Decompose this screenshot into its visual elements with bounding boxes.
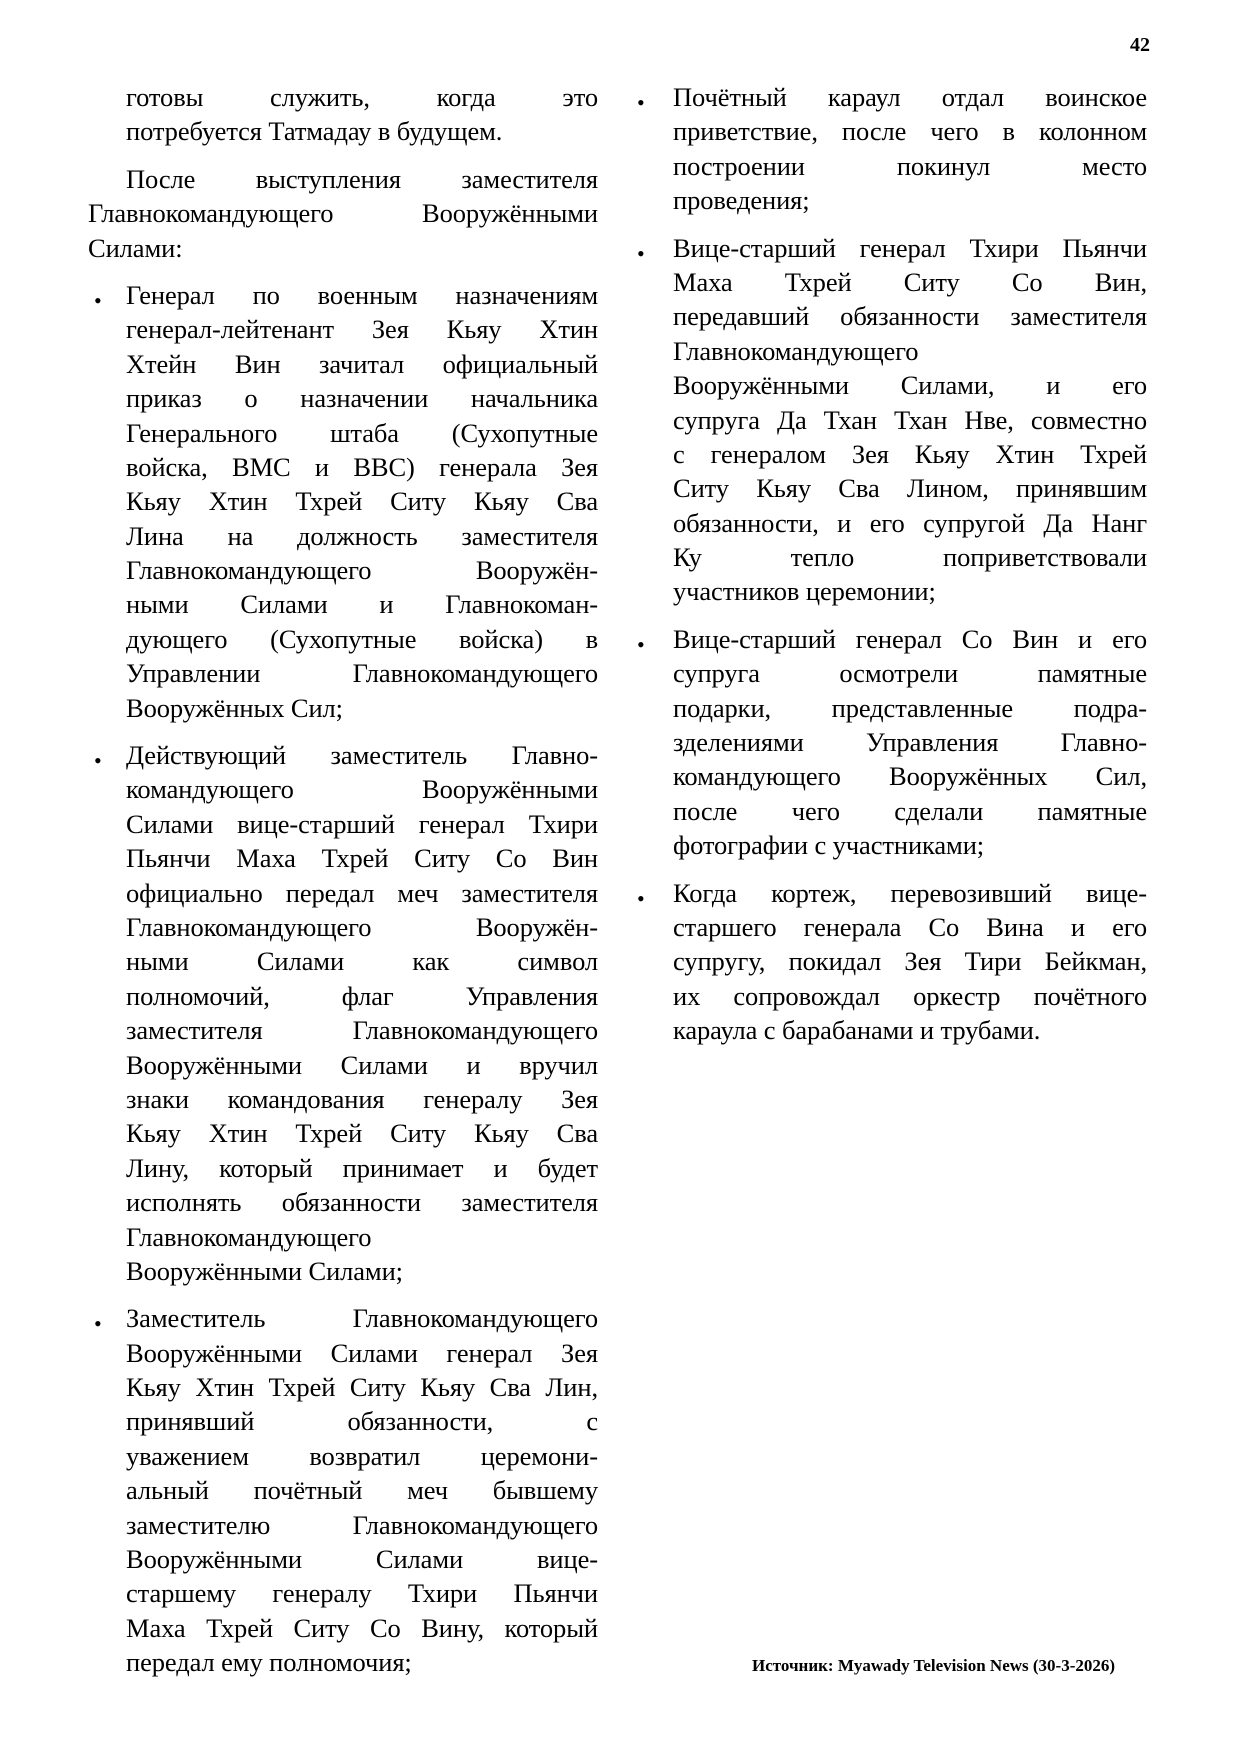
text-line: Силами: (88, 232, 183, 263)
text-line: Генерал по военным назначениям (126, 279, 598, 310)
text-line: заместителя Главнокомандующего (126, 1015, 598, 1046)
text-line: супругу, покидал Зея Тири Бейкман, (673, 946, 1147, 977)
bullet-icon: • (94, 748, 102, 774)
text-line: уважением возвратил церемони- (126, 1440, 598, 1471)
source-citation: Источник: Myawady Television News (30-3-2026) (752, 1656, 1116, 1675)
text-line: Кьяу Хтин Тхрей Ситу Кьяу Сва (126, 1118, 598, 1149)
text-line: исполнять обязанности заместителя (126, 1187, 598, 1218)
text-line: Главнокомандующего Вооружён- (126, 911, 598, 942)
bullet-icon: • (637, 885, 645, 911)
text-line: Главнокомандующего (673, 335, 919, 366)
text-line: Главнокомандующего (126, 1221, 372, 1252)
text-line: с генералом Зея Кьяу Хтин Тхрей (673, 438, 1147, 469)
text-line: генерал-лейтенант Зея Кьяу Хтин (126, 314, 598, 345)
bullet-icon: • (94, 1311, 102, 1337)
text-line: Ку тепло поприветствовали (673, 542, 1147, 573)
text-line: Лина на должность заместителя (126, 520, 598, 551)
text-line: участников церемонии; (673, 576, 936, 607)
text-line: Вооружёнными Силами и вручил (126, 1049, 598, 1080)
continuation-paragraph (126, 80, 598, 149)
text-line: Вооружёнными Силами, и его (673, 370, 1147, 401)
text-line: Главнокомандующего Вооружёнными (88, 198, 598, 229)
text-line: готовы служить, когда это (126, 82, 598, 112)
text-line: проведения; (673, 185, 810, 216)
text-line: старшему генералу Тхири Пьянчи (126, 1578, 598, 1609)
bullet-icon: • (637, 90, 645, 115)
bullet-item (88, 278, 598, 725)
text-line: построении покинул место (673, 150, 1147, 181)
bullet-icon: • (637, 240, 645, 266)
text-line: обязанности, и его супругой Да Нанг (673, 507, 1147, 538)
bullet-icon: • (94, 287, 102, 313)
text-line: старшего генерала Со Вина и его (673, 911, 1147, 942)
text-line: Пьянчи Маха Тхрей Ситу Со Вин (126, 843, 598, 874)
text-line: караула с барабанами и трубами. (673, 1015, 1041, 1046)
left-column (88, 80, 598, 1693)
bullet-item (88, 1301, 598, 1679)
bullet-item (632, 80, 1147, 218)
text-line: передал ему полномочия; (126, 1647, 412, 1678)
text-line: Управлении Главнокомандующего (126, 658, 598, 689)
text-line: приветствие, после чего в колонном (673, 116, 1147, 147)
text-line: передавший обязанности заместителя (673, 301, 1147, 332)
text-line: Маха Тхрей Ситу Со Вину, который (126, 1612, 598, 1643)
right-column (632, 80, 1147, 1061)
text-line: Когда кортеж, перевозивший вице- (673, 877, 1147, 908)
text-line: альный почётный меч бывшему (126, 1475, 598, 1506)
text-line: приказ о назначении начальника (126, 383, 598, 414)
text-line: Почётный караул отдал воинское (673, 82, 1147, 112)
text-line: Ситу Кьяу Сва Лином, принявшим (673, 473, 1147, 504)
text-line: заместителю Главнокомандующего (126, 1509, 598, 1540)
text-line: супруга осмотрели памятные (673, 658, 1147, 689)
text-line: Вооружёнными Силами; (126, 1255, 403, 1286)
text-line: Маха Тхрей Ситу Со Вин, (673, 266, 1147, 297)
text-line: знаки командования генералу Зея (126, 1083, 598, 1114)
text-line: фотографии с участниками; (673, 830, 985, 861)
bullet-item (632, 622, 1147, 863)
text-line: командующего Вооружёнными (126, 774, 598, 805)
text-line: Действующий заместитель Главно- (126, 740, 598, 771)
text-line: подарки, представленные подра- (673, 692, 1147, 723)
text-line: Кьяу Хтин Тхрей Ситу Кьяу Сва (126, 486, 598, 517)
text-line: официально передал меч заместителя (126, 877, 598, 908)
text-line: дующего (Сухопутные войска) в (126, 623, 598, 654)
text-line: принявший обязанности, с (126, 1406, 598, 1437)
text-line: зделениями Управления Главно- (673, 727, 1147, 758)
text-line: после чего сделали памятные (673, 795, 1147, 826)
intro-paragraph (88, 162, 598, 265)
bullet-item (632, 876, 1147, 1048)
text-line: ными Силами и Главнокоман- (126, 589, 598, 620)
text-line: их сопровождал оркестр почётного (673, 980, 1147, 1011)
page-number: 42 (1130, 34, 1150, 56)
text-line: Хтейн Вин зачитал официальный (126, 348, 598, 379)
text-line: Лину, который принимает и будет (126, 1152, 598, 1183)
text-line: Главнокомандующего Вооружён- (126, 555, 598, 586)
bullet-icon: • (637, 631, 645, 657)
text-line: Кьяу Хтин Тхрей Ситу Кьяу Сва Лин, (126, 1372, 598, 1403)
bullet-item (632, 231, 1147, 609)
text-line: командующего Вооружённых Сил, (673, 761, 1147, 792)
text-line: ными Силами как символ (126, 946, 598, 977)
text-line: Вооружёнными Силами генерал Зея (126, 1337, 598, 1368)
text-line: Вооружёнными Силами вице- (126, 1544, 598, 1575)
bullet-item (88, 738, 598, 1288)
text-line: Силами вице-старший генерал Тхири (126, 808, 598, 839)
text-line: После выступления заместителя (126, 163, 598, 194)
text-line: Вице-старший генерал Тхири Пьянчи (673, 232, 1147, 263)
text-line: Вооружённых Сил; (126, 692, 343, 723)
text-line: потребуется Татмадау в будущем. (126, 116, 503, 147)
text-line: войска, ВМС и ВВС) генерала Зея (126, 451, 598, 482)
text-line: Вице-старший генерал Со Вин и его (673, 623, 1147, 654)
text-line: супруга Да Тхан Тхан Нве, совместно (673, 404, 1147, 435)
text-line: Заместитель Главнокомандующего (126, 1303, 598, 1334)
text-line: полномочий, флаг Управления (126, 980, 598, 1011)
text-line: Генерального штаба (Сухопутные (126, 417, 598, 448)
